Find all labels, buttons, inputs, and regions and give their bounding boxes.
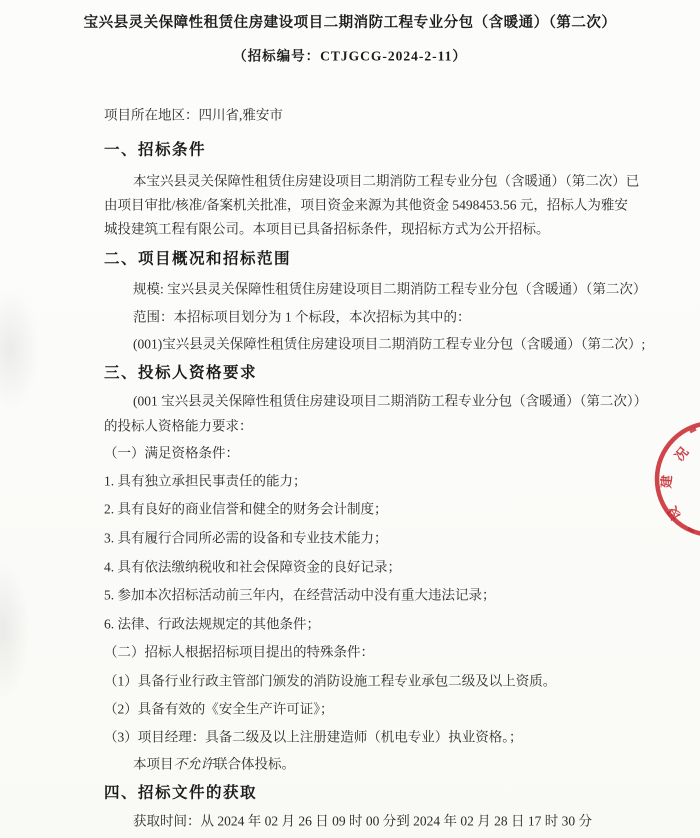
no-consortium-emphasis: 不允许 <box>173 756 214 772</box>
scan-smudge <box>0 560 30 700</box>
qualification-intro-line: 的投标人资格能力要求： <box>104 418 253 434</box>
section-1-paragraph-line: 由项目审批/核准/备案机关批准，项目资金来源为其他资金 5498453.56 元，招标人为雅安 <box>104 197 628 213</box>
lot-001-line: (001)宝兴县灵关保障性租赁住房建设项目二期消防工程专业分包（含暖通）（第二次）; <box>133 336 646 352</box>
obtain-time-line: 获取时间：从 2024 年 02 月 26 日 09 时 00 分到 2024 年 02 月 28 日 17 时 30 分 <box>133 813 592 829</box>
document-title: 宝兴县灵关保障性租赁住房建设项目二期消防工程专业分包（含暖通）（第二次） <box>83 14 617 31</box>
seal-character: 建 <box>658 474 675 489</box>
condition-item: 3. 具有履行合同所必需的设备和专业技术能力； <box>104 530 388 546</box>
tender-number: （招标编号：CTJGCG-2024-2-11） <box>233 48 467 64</box>
subsection-2-heading: （二）招标人根据招标项目提出的特殊条件： <box>104 644 374 660</box>
special-condition-item: （2）具备有效的《安全生产许可证》； <box>104 701 334 717</box>
qualification-intro-line: (001 宝兴县灵关保障性租赁住房建设项目二期消防工程专业分包（含暖通）（第二次）） <box>133 393 648 409</box>
section-1-paragraph-line: 城投建筑工程有限公司。本项目已具备招标条件，现招标方式为公开招标。 <box>104 221 550 237</box>
project-location: 项目所在地区：四川省,雅安市 <box>104 107 283 123</box>
condition-item: 6. 法律、行政法规规定的其他条件； <box>104 616 320 632</box>
section-1-paragraph-line: 本宝兴县灵关保障性租赁住房建设项目二期消防工程专业分包（含暖通）（第二次）已 <box>133 173 640 189</box>
condition-item: 2. 具有良好的商业信誉和健全的财务会计制度； <box>104 501 388 517</box>
section-4-heading: 四、招标文件的获取 <box>104 784 258 802</box>
section-3-heading: 三、投标人资格要求 <box>104 364 258 382</box>
scan-smudge <box>0 290 40 410</box>
section-1-heading: 一、招标条件 <box>104 141 207 159</box>
subsection-1-heading: （一）满足资格条件： <box>104 445 239 461</box>
condition-item: 4. 具有依法缴纳税收和社会保障资金的良好记录； <box>104 559 401 575</box>
no-consortium-line <box>133 757 295 771</box>
special-condition-item: （3）项目经理：具备二级及以上注册建造师（机电专业）执业资格。； <box>104 729 523 745</box>
no-consortium-suffix: 联合体投标。 <box>214 756 295 772</box>
special-condition-item: （1）具备行业行政主管部门颁发的消防设施工程专业承包二级及以上资质。 <box>104 673 557 689</box>
project-scale-line: 规模: 宝兴县灵关保障性租赁住房建设项目二期消防工程专业分包（含暖通）（第二次） <box>133 281 647 297</box>
project-scope-line: 范围：本招标项目划分为 1 个标段，本次招标为其中的： <box>133 309 471 325</box>
company-seal-stamp <box>640 415 700 547</box>
condition-item: 1. 具有独立承担民事责任的能力； <box>104 473 307 489</box>
seal-character: 设 <box>664 503 684 523</box>
seal-character: 况 <box>671 444 692 464</box>
condition-item: 5. 参加本次招标活动前三年内，在经营活动中没有重大违法记录； <box>104 587 496 603</box>
section-2-heading: 二、项目概况和招标范围 <box>104 250 292 268</box>
no-consortium-prefix: 本项目 <box>133 756 174 772</box>
